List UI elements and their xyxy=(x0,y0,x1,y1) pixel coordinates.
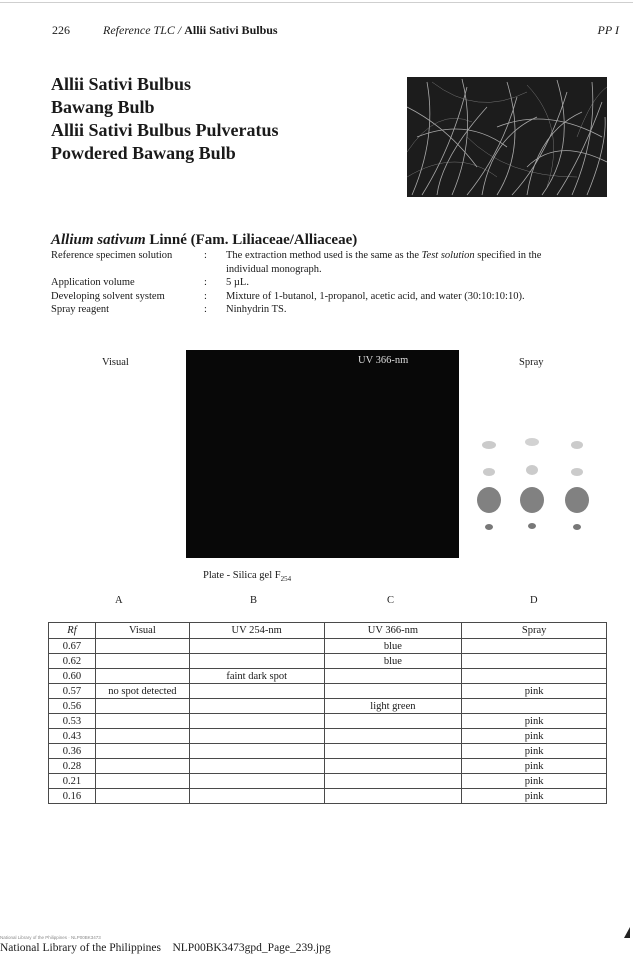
info-value: Ninhydrin TS. xyxy=(226,304,287,315)
cell-rf: 0.43 xyxy=(49,729,96,744)
rf-results-table xyxy=(48,622,607,804)
page-top-border xyxy=(0,2,633,3)
cell-visual xyxy=(95,774,189,789)
cell-uv366 xyxy=(324,774,462,789)
cell-visual xyxy=(95,699,189,714)
method-info xyxy=(51,249,586,317)
spray-lane-3 xyxy=(565,441,589,530)
cell-uv254: faint dark spot xyxy=(189,669,324,684)
info-row: Developing solvent system : Mixture of 1-butanol, 1-propanol, acetic acid, and water (30:10:10:10). xyxy=(51,290,586,304)
info-row: Application volume : 5 µL. xyxy=(51,276,586,290)
cell-visual xyxy=(95,744,189,759)
table-row xyxy=(49,744,607,759)
cell-uv254 xyxy=(189,639,324,654)
title-line: Allii Sativi Bulbus Pulveratus xyxy=(51,120,279,140)
cell-uv366 xyxy=(324,669,462,684)
table-row xyxy=(49,714,607,729)
column-header-uv254: UV 254-nm xyxy=(189,623,324,639)
cell-uv366: blue xyxy=(324,654,462,669)
cell-spray: pink xyxy=(462,684,607,699)
cell-uv254 xyxy=(189,684,324,699)
info-value: 5 µL. xyxy=(226,277,249,288)
pharmacopoeia-code: PP I xyxy=(597,23,619,37)
info-label: Developing solvent system xyxy=(51,290,165,302)
cell-rf: 0.62 xyxy=(49,654,96,669)
info-label: Application volume xyxy=(51,277,135,288)
table-row xyxy=(49,669,607,684)
cell-spray xyxy=(462,654,607,669)
cell-uv366 xyxy=(324,714,462,729)
cell-spray: pink xyxy=(462,759,607,774)
spray-lane-1 xyxy=(477,441,501,530)
column-header-uv366: UV 366-nm xyxy=(324,623,462,639)
info-row: Spray reagent : Ninhydrin TS. xyxy=(51,303,586,317)
plate-caption: Plate - Silica gel $F_{254}$ xyxy=(203,570,292,584)
cell-uv254 xyxy=(189,789,324,804)
species-heading: Allium sativum Linné (Fam. Liliaceae/Alliaceae) xyxy=(51,232,358,248)
title-line: Allii Sativi Bulbus xyxy=(51,74,192,94)
cell-uv366: blue xyxy=(324,639,462,654)
cell-uv366 xyxy=(324,744,462,759)
table-row xyxy=(49,729,607,744)
cell-uv254 xyxy=(189,774,324,789)
info-value: Mixture of 1-butanol, 1-propanol, acetic acid, and water (30:10:10:10). xyxy=(226,290,525,302)
cell-visual xyxy=(95,669,189,684)
cell-uv366: light green xyxy=(324,699,462,714)
table-row xyxy=(49,789,607,804)
cell-rf: 0.21 xyxy=(49,774,96,789)
corner-mark-icon xyxy=(623,925,631,939)
info-label: Spray reagent xyxy=(51,304,110,315)
cell-uv254 xyxy=(189,699,324,714)
cell-rf: 0.56 xyxy=(49,699,96,714)
cell-rf: 0.28 xyxy=(49,759,96,774)
cell-spray xyxy=(462,639,607,654)
cell-rf: 0.53 xyxy=(49,714,96,729)
cell-uv366 xyxy=(324,684,462,699)
cell-visual xyxy=(95,714,189,729)
cell-uv366 xyxy=(324,759,462,774)
table-row xyxy=(49,684,607,699)
visual-plate-label: Visual xyxy=(102,357,129,368)
title-line: Powdered Bawang Bulb xyxy=(51,143,236,163)
uv-plate-label: UV 366-nm xyxy=(358,355,409,366)
cell-rf: 0.67 xyxy=(49,639,96,654)
cell-spray xyxy=(462,699,607,714)
cell-rf: 0.36 xyxy=(49,744,96,759)
cell-spray: pink xyxy=(462,714,607,729)
monograph-titles xyxy=(51,73,279,165)
cell-uv254 xyxy=(189,744,324,759)
column-header-rf: Rf xyxy=(49,623,96,639)
cell-visual xyxy=(95,729,189,744)
cell-spray: pink xyxy=(462,744,607,759)
cell-uv254 xyxy=(189,654,324,669)
spray-plate-label: Spray xyxy=(519,357,544,368)
cell-uv254 xyxy=(189,759,324,774)
cell-visual xyxy=(95,639,189,654)
cell-rf: 0.57 xyxy=(49,684,96,699)
info-row: Reference specimen solution : The extraction method used is the same as the Test solution specified in the individual monograph. xyxy=(51,249,586,276)
table-row xyxy=(49,759,607,774)
scan-footer: National Library of the Philippines NLP00BK3473gpd_Page_239.jpg xyxy=(0,942,331,954)
table-row xyxy=(49,639,607,654)
running-title: Reference TLC / Allii Sativi Bulbus xyxy=(103,23,278,37)
cell-uv366 xyxy=(324,789,462,804)
plant-photo xyxy=(407,77,607,197)
page-number: 226 xyxy=(52,23,70,37)
table-row xyxy=(49,654,607,669)
table-row xyxy=(49,699,607,714)
spray-lane-2 xyxy=(520,438,544,529)
cell-visual xyxy=(95,654,189,669)
cell-rf: 0.16 xyxy=(49,789,96,804)
table-header-row xyxy=(49,623,607,639)
info-label: Reference specimen solution xyxy=(51,250,173,261)
tlc-plate-uv xyxy=(186,350,459,558)
scan-watermark: National Library of the Philippines · NLP00BK3473 xyxy=(0,935,101,940)
cell-spray: pink xyxy=(462,729,607,744)
cell-uv254 xyxy=(189,714,324,729)
lane-label-d: D xyxy=(530,595,538,606)
cell-spray: pink xyxy=(462,774,607,789)
column-header-visual: Visual xyxy=(95,623,189,639)
cell-visual: no spot detected xyxy=(95,684,189,699)
column-header-spray: Spray xyxy=(462,623,607,639)
lane-label-a: A xyxy=(115,595,123,606)
cell-visual xyxy=(95,759,189,774)
cell-visual xyxy=(95,789,189,804)
lane-label-b: B xyxy=(250,595,258,606)
title-line: Bawang Bulb xyxy=(51,97,155,117)
cell-spray: pink xyxy=(462,789,607,804)
lane-label-c: C xyxy=(387,595,395,606)
cell-uv254 xyxy=(189,729,324,744)
cell-rf: 0.60 xyxy=(49,669,96,684)
cell-spray xyxy=(462,669,607,684)
spray-plate-spots xyxy=(470,430,600,540)
cell-uv366 xyxy=(324,729,462,744)
info-value: The extraction method used is the same as the Test solution specified in the individual monograph. xyxy=(226,250,542,275)
table-row xyxy=(49,774,607,789)
